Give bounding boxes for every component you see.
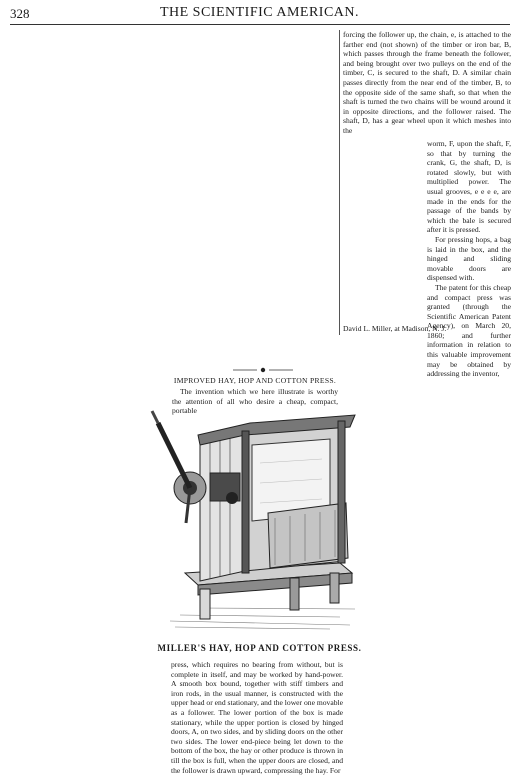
- article-title: IMPROVED HAY, HOP AND COTTON PRESS.: [173, 376, 337, 385]
- running-title: THE SCIENTIFIC AMERICAN.: [159, 5, 360, 20]
- article-body: [171, 660, 343, 775]
- paragraph: The patent for this cheap and compact press was granted (through the Scientific American Patent Agency), on March 20, 1860; and further information in relation to this valuable improvement may be obtained by addressing the inventor,: [427, 282, 511, 379]
- paragraph: For pressing hops, a bag is laid in the box, and the hinged and sliding movable doors are dispensed with.: [427, 234, 511, 283]
- paragraph: worm, F, upon the shaft, F, so that by turning the crank, G, the shaft, D, is rotated slowly, but with multiplied power. The usual grooves, e e e e, are made in the ends for the passage of the bands by which the bale is secured after it is pressed.: [427, 139, 511, 235]
- right-column-narrow: [427, 139, 511, 379]
- paragraph: forcing the follower up, the chain, e, is attached to the farther end (not shown) of the timber or iron bar, B, which passes through the frame beneath the follower, and being brought over two pulleys on the end of the timber, C, is secured to the shaft, D. A similar chain passes directly from the near end of the timber, B, to the opposite side of the same shaft, so that when the shaft is turned the two chains will be wound around it in opposite directions, and the follower raised. The shaft, D, has a gear wheel upon it which meshes into the: [343, 30, 511, 135]
- paragraph: The invention which we here illustrate is worthy the attention of all who desire a cheap, compact, portable: [172, 387, 338, 416]
- inventor-byline: David L. Miller, at Madison, N. J.: [343, 324, 447, 333]
- right-column-top: [343, 30, 511, 136]
- column-rule: [339, 30, 340, 335]
- figure-caption: MILLER'S HAY, HOP AND COTTON PRESS.: [157, 643, 362, 653]
- paragraph: press, which requires no bearing from without, but is complete in itself, and may be worked by hand-power. A smooth box bound, together with stiff timbers and iron rods, in the usual manner, is constructed with the upper head or end stationary, and the lower one movable as a follower. The lower portion of the box is made stationary, while the upper portion is closed by hinged doors, A, on two sides, and by sliding doors on the other two sides. The lower end-piece being let down to the bottom of the box, the hay or other produce is thrown in till the box is full, when the upper doors are closed, and the follower is drawn upward, compressing the hay. For: [171, 660, 343, 775]
- ornament-rule: [233, 367, 293, 373]
- page-number: 328: [10, 6, 30, 21]
- section-ornament: [233, 366, 293, 375]
- header-rule: [10, 24, 510, 25]
- press-illustration: [140, 403, 370, 631]
